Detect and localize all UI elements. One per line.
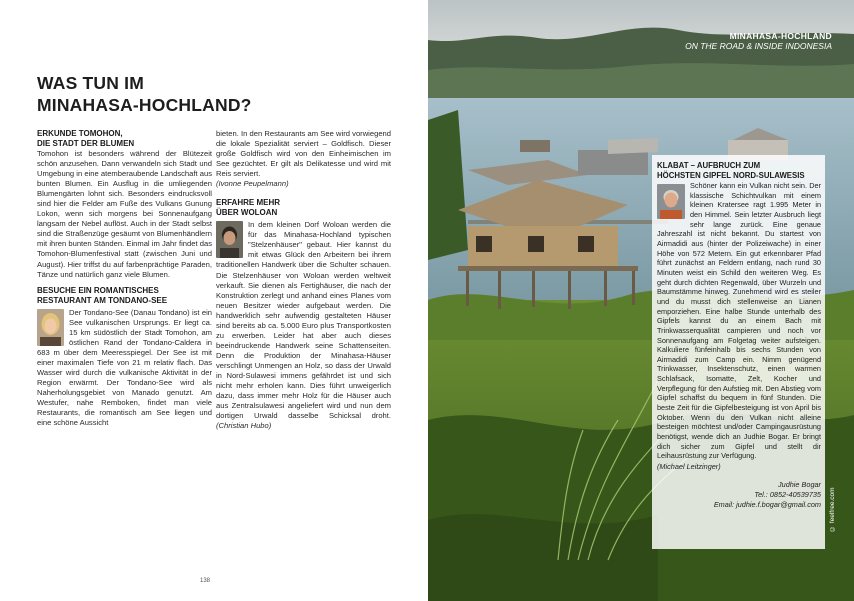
author-photo-ivonne [37, 309, 64, 346]
klabat-heading-line-2: HÖCHSTEN GIPFEL NORD-SULAWESIS [657, 170, 805, 180]
contact-email: Email: judhie.f.bogar@gmail.com [713, 499, 821, 509]
tomohon-heading [37, 129, 212, 149]
woloan-heading-line-1: ERFAHRE MEHR [216, 198, 281, 208]
page-headline [37, 72, 367, 116]
headline-line-2: MINAHASA-HOCHLAND? [37, 95, 252, 115]
klabat-info-box [652, 155, 825, 549]
right-column [216, 129, 391, 431]
tondano-continued-text: bieten. In den Restaurants am See wird vorwiegend die lokale Spezialität serviert – Goldfisch. Dieser große Goldfisch wird von den Einheimischen im See gezüchtet. Er gilt als Delikatesse und wird mit Reis serviert. [216, 129, 391, 179]
tomohon-heading-line-2: DIE STADT DER BLUMEN [37, 139, 135, 148]
page-number: 138 [200, 578, 211, 584]
klabat-credit: (Michael Leitzinger) [657, 462, 721, 472]
tondano-credit: (Ivonne Peupelmann) [216, 179, 289, 189]
section-title: MINAHASA-HOCHLAND [729, 31, 832, 41]
woloan-credit: (Christian Hubo) [216, 421, 272, 431]
tondano-heading-line-1: BESUCHE EIN ROMANTISCHES [37, 285, 159, 295]
author-photo-christian [216, 221, 243, 258]
klabat-text: Schöner kann ein Vulkan nicht sein. Der klassische Schichtvulkan mit einem kleinen Kratersee ragt 1.995 Meter in den Himmel. Sein letzter Ausbruch liegt sehr lange zurück. Eine genaue Jahreszahl ist nicht bekannt. Du startest von Airmadidi aus (hinter der Polizeiwache) in einer Höhe von 572 Metern. Ein gut erkennbarer Pfad führt zunächst an Feldern entlang, nach rund 30 Minuten weist ein Schild den weiteren Weg. Es geht durch dichten Regenwald, über Wurzeln und Baumstämme hinweg. Zunehmend wird es steiler und du musst dich stellenweise an Lianen emporziehen. Eine halbe Stunde unterhalb des Gipfels kannst du an einem Bach mit Trinkwasserqualität campieren und noch vor Sonnenaufgang am Folgetag weiter aufsteigen. Kalkuliere fünfeinhalb bis sechs Stunden von Airmadidi zum Camp ein. Nimm genügend Trinkwasser, Insektenschutz, einen warmen Schlafsack, Isomatte, Zelt, Kocher und Verpflegung für den Aufstieg mit. Den Abstieg vom Gipfel schaffst du bequem in fünf Stunden. Die beste Zeit für die Gipfelbesteigung ist von April bis Oktober. Wenn du den Vulkan nicht alleine besteigen möchtest und/oder Campingausrüstung benötigst, wende dich an Judhie Bogar. Er bringt dich sicher zum Gipfel und stellt dir Leihausrüstung zur Verfügung. [657, 181, 821, 461]
tondano-heading [37, 286, 212, 306]
section-subtitle: ON THE ROAD & INSIDE INDONESIA [685, 41, 832, 51]
woloan-heading [216, 198, 391, 218]
tomohon-text: Tomohon ist besonders während der Blütezeit schön anzusehen. Dann verwandeln sich Stadt und Umgebung in eine atemberaubende Landschaft aus bunten Blumen. Ein Ausflug in die umliegenden Blumengärten lohnt sich. Besonders eindrucksvoll sind hier die Felder am Fuße des Vulkans Gunung Lokon, wenn sich morgens bei Sonnenaufgang langsam der Nebel auflöst. Auch in der Stadt selbst sind die Straßenzüge gesäumt von Blumenhändlern mit ihren bunten Ständen. Einmal im Jahr findet das Tomohon-Blumenfestival statt (zwischen Juni und August). Hier triffst du auf farbenprächtige Paraden, Tänze und natürlich ganz viele Blumen. [37, 149, 212, 279]
photo-credit: © feelfree.com [829, 487, 836, 533]
left-column [37, 129, 212, 428]
tondano-heading-line-2: RESTAURANT AM TONDANO-SEE [37, 295, 168, 305]
contact-block [657, 480, 821, 510]
contact-name: Judhie Bogar [777, 479, 821, 489]
klabat-heading [657, 161, 821, 180]
woloan-heading-line-2: ÜBER WOLOAN [216, 208, 278, 218]
contact-phone: Tel.: 0852-40539735 [754, 489, 821, 499]
woloan-body: In dem kleinen Dorf Woloan werden die für das Minahasa-Hochland typischen "Stelzenhäuser" gebaut. Hier kannst du mit etwas Glück den Arbeitern bei ihrem traditionellen Handwerk über die Schulter schauen. Die Stelzenhäuser von Woloan werden weltweit verkauft. Sie dienen als Fertighäuser, die nach der Konstruktion zerlegt und anhand eines Planes vom neuen Besitzer wieder aufgebaut werden. Die handwerklich sehr aufwendig gestalteten Häuser sind bereits ab ca. 5.000 Euro plus Transportkosten zu erwerben. Leider hat aber auch dieses beeindruckende Handwerk seine Schattenseiten. Denn die Produktion der Minahasa-Häuser verschlingt Unmengen an Holz, so dass der Urwald in Nord-Sulawesi immens gefährdet ist und sich nicht mehr erholen kann. Dies führt unweigerlich dazu, dass immer mehr Holz für die Häuser auch aus Zentralsulawesi angeliefert wird und nun dem dortigen Urwald dasselbe Schicksal droht. [216, 220, 391, 421]
klabat-heading-line-1: KLABAT – AUFBRUCH ZUM [657, 161, 761, 170]
tomohon-heading-line-1: ERKUNDE TOMOHON, [37, 129, 123, 138]
tondano-text-continued [216, 129, 391, 189]
section-label [685, 31, 832, 51]
tondano-text: Der Tondano-See (Danau Tondano) ist ein See vulkanischen Ursprungs. Er liegt ca. 15 km südöstlich der Stadt Tomohon, am östlichen Rand der Tondano-Caldera in 683 m über dem Meeresspiegel. Der See ist mit einer maximalen Tiefe von 21 m relativ flach. Das Wasser wird durch die vulkanische Aktivität in der Region erwärmt. Der Tondano-See wird als Naherholungsgebiet von Manado genutzt. Am Westufer, nahe Remboken, findet man viele Restaurants, die romantisch am See liegen und eine schöne Aussicht [37, 307, 212, 428]
author-photo-michael [657, 184, 685, 219]
headline-line-1: WAS TUN IM [37, 73, 144, 93]
